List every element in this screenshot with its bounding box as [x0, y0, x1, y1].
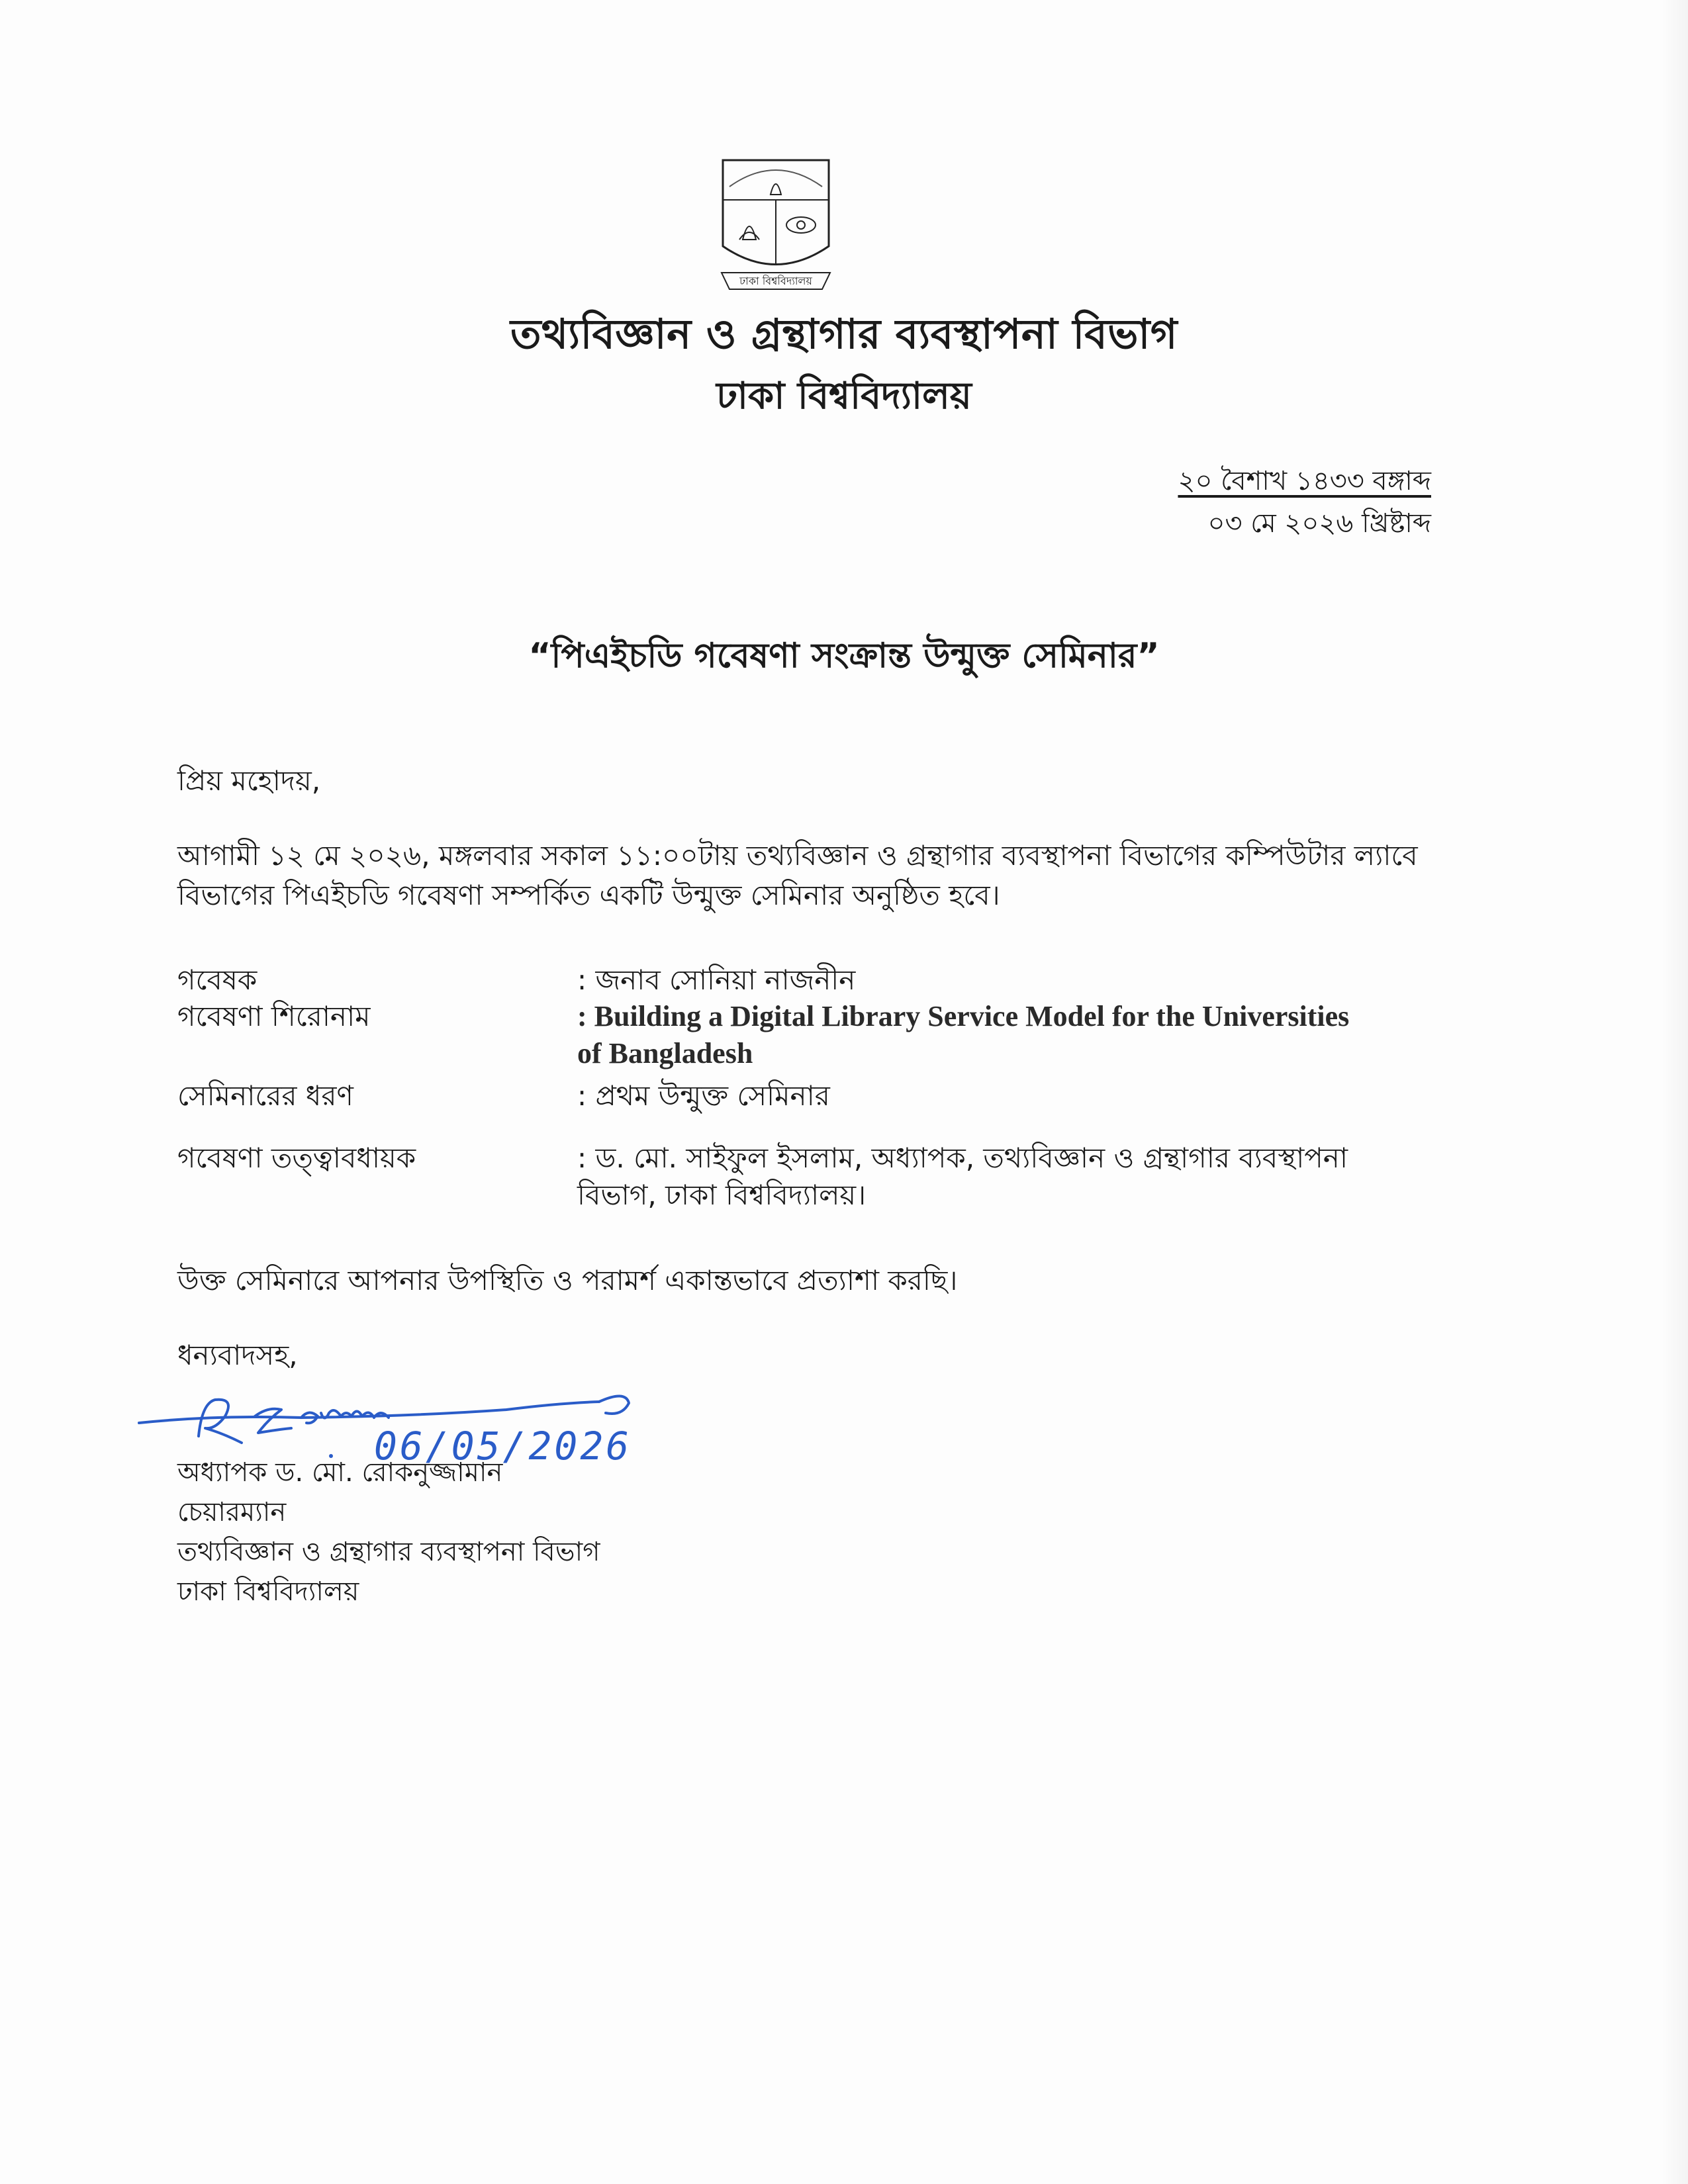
- signatory-title: চেয়ারম্যান: [177, 1497, 287, 1527]
- detail-value: : প্রথম উন্মুক্ত সেমিনার: [577, 1079, 830, 1112]
- body-paragraph: আগামী ১২ মে ২০২৬, মঙ্গলবার সকাল ১১:০০টায় তথ্যবিজ্ঞান ও গ্রন্থাগার ব্যবস্থাপনা বিভাগের কম্পিউটার ল্যাবে বিভাগের পিএইচডি গবেষণা সম্পর্কিত একটি উন্মুক্ত সেমিনার অনুষ্ঠিত হবে।: [177, 839, 1418, 911]
- detail-label: সেমিনারের ধরণ: [177, 1079, 353, 1112]
- date-gregorian: ০৩ মে ২০২৬ খ্রিষ্টাব্দ: [1207, 508, 1431, 539]
- closing-line: উক্ত সেমিনারে আপনার উপস্থিতি ও পরামর্শ একান্তভাবে প্রত্যাশা করছি।: [177, 1264, 958, 1297]
- university-logo: [716, 147, 835, 306]
- handwritten-date: 06/05/2026: [374, 1424, 632, 1469]
- salutation: প্রিয় মহোদয়,: [177, 764, 321, 797]
- signatory-department: তথ্যবিজ্ঞান ও গ্রন্থাগার ব্যবস্থাপনা বিভাগ: [177, 1537, 600, 1567]
- thanks-line: ধন্যবাদসহ,: [177, 1339, 298, 1371]
- detail-value: : Building a Digital Library Service Model for the Universities of Bangladesh: [577, 1000, 1350, 1069]
- date-bangla: ২০ বৈশাখ ১৪৩৩ বঙ্গাব্দ: [1178, 466, 1431, 496]
- detail-value: : জনাব সোনিয়া নাজনীন: [577, 964, 856, 996]
- detail-label: গবেষণা শিরোনাম: [177, 1000, 371, 1032]
- department-title: তথ্যবিজ্ঞান ও গ্রন্থাগার ব্যবস্থাপনা বিভাগ: [510, 310, 1178, 358]
- detail-label: গবেষণা তত্ত্বাবধায়ক: [177, 1142, 416, 1174]
- signatory-name: অধ্যাপক ড. মো. রোকনুজ্জামান: [177, 1457, 503, 1488]
- seminar-title: “পিএইচডি গবেষণা সংক্রান্ত উন্মুক্ত সেমিনার”: [528, 636, 1160, 676]
- detail-label: গবেষক: [177, 964, 258, 996]
- date-block: [1178, 460, 1431, 545]
- signatory-university: ঢাকা বিশ্ববিদ্যালয়: [177, 1576, 359, 1607]
- signatory-block: [177, 1453, 600, 1612]
- logo-text: ঢাকা বিশ্ববিদ্যালয়: [739, 275, 812, 287]
- detail-value: : ড. মো. সাইফুল ইসলাম, অধ্যাপক, তথ্যবিজ্ঞান ও গ্রন্থাগার ব্যবস্থাপনা বিভাগ, ঢাকা বিশ্ববিদ্যালয়।: [577, 1142, 1348, 1211]
- university-title: ঢাকা বিশ্ববিদ্যালয়: [716, 375, 972, 418]
